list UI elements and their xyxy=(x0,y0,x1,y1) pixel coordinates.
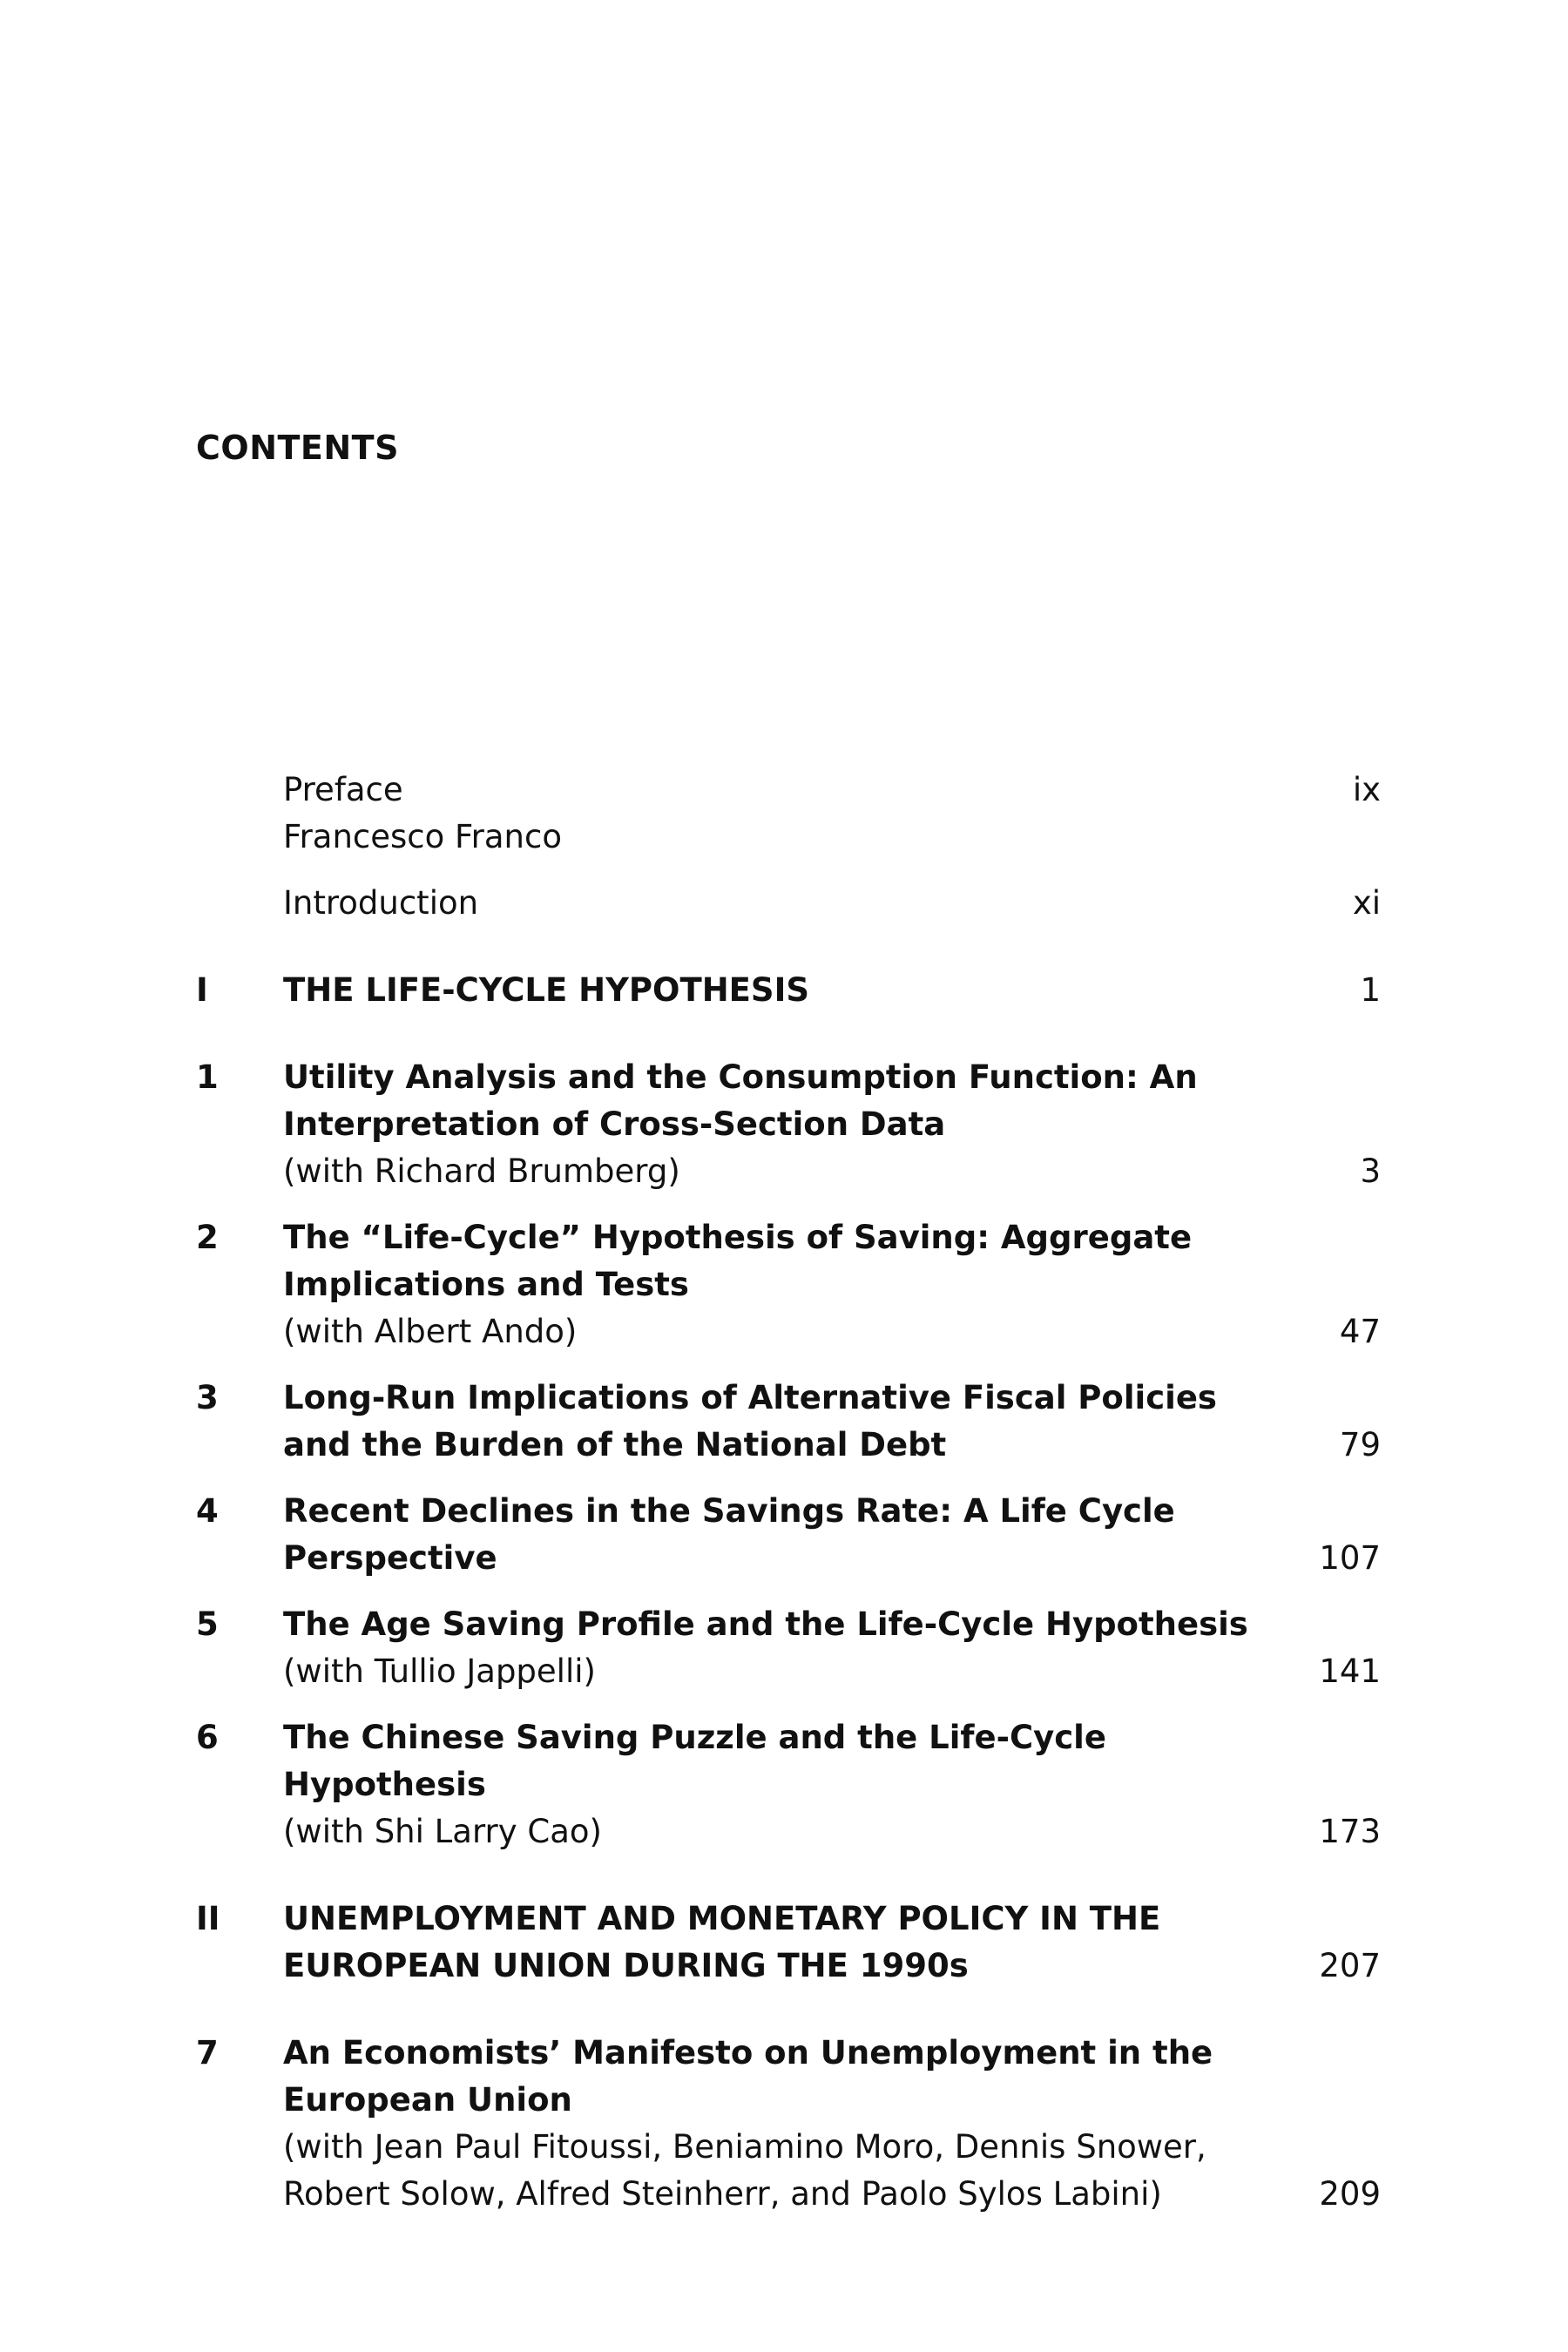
toc-entry-body xyxy=(283,967,1311,1014)
toc-chapter-5 xyxy=(196,1601,1381,1695)
toc-entry-body xyxy=(283,1896,1311,1990)
toc-entry-page: xi xyxy=(1352,884,1381,922)
toc-entry-number: 1 xyxy=(196,1058,219,1096)
toc-entry-page: ix xyxy=(1352,771,1381,808)
toc-entry-body xyxy=(283,2030,1311,2218)
toc-entry-page: 209 xyxy=(1319,2175,1381,2213)
toc-entry-number: 4 xyxy=(196,1492,219,1530)
toc-entry-page: 141 xyxy=(1319,1652,1381,1690)
toc-entry-body xyxy=(283,1054,1311,1195)
toc-entry-body xyxy=(283,880,1311,927)
toc-entry-title: The “Life-Cycle” Hypothesis of Saving: Aggregate Implications and Tests xyxy=(283,1219,1193,1303)
toc-chapter-4 xyxy=(196,1488,1381,1582)
toc-chapter-2 xyxy=(196,1214,1381,1355)
toc-part-2 xyxy=(196,1896,1381,1990)
toc-entry-preface xyxy=(196,767,1381,861)
toc-chapter-3 xyxy=(196,1375,1381,1469)
toc-chapter-7 xyxy=(196,2030,1381,2218)
toc-entry-title: The Chinese Saving Puzzle and the Life-Cycle Hypothesis xyxy=(283,1719,1106,1803)
toc-entry-note: (with Tullio Jappelli) xyxy=(283,1652,596,1690)
toc-entry-title: THE LIFE-CYCLE HYPOTHESIS xyxy=(283,971,809,1009)
toc-entry-title: Introduction xyxy=(283,884,479,922)
toc-entry-page: 79 xyxy=(1339,1426,1381,1463)
toc-entry-page: 47 xyxy=(1339,1313,1381,1350)
toc-entry-title: Utility Analysis and the Consumption Function: An Interpretation of Cross-Section Data xyxy=(283,1058,1198,1143)
toc-entry-body xyxy=(283,1214,1311,1355)
toc-entry-title: An Economists’ Manifesto on Unemployment in the European Union xyxy=(283,2034,1213,2119)
toc-entry-author: Francesco Franco xyxy=(283,818,562,855)
toc-entry-number: 6 xyxy=(196,1719,219,1756)
toc-entry-title: UNEMPLOYMENT AND MONETARY POLICY IN THE EUROPEAN UNION DURING THE 1990s xyxy=(283,1900,1161,1984)
toc-entry-note: (with Jean Paul Fitoussi, Beniamino Moro, Dennis Snower, Robert Solow, Alfred Steinherr, and Paolo Sylos Labini) xyxy=(283,2128,1206,2213)
toc-entry-page: 207 xyxy=(1319,1947,1381,1984)
toc-entry-page: 3 xyxy=(1360,1152,1381,1190)
toc-entry-title: Long-Run Implications of Alternative Fiscal Policies and the Burden of the National Debt xyxy=(283,1379,1217,1463)
toc-entry-note: (with Shi Larry Cao) xyxy=(283,1813,602,1850)
toc-part-1 xyxy=(196,967,1381,1014)
toc-entry-number: II xyxy=(196,1900,220,1937)
toc-entry-number: 3 xyxy=(196,1379,219,1416)
toc-entry-body xyxy=(283,1714,1311,1855)
page-title: CONTENTS xyxy=(196,429,399,467)
toc-entry-page: 107 xyxy=(1319,1539,1381,1577)
toc-entry-body xyxy=(283,767,1311,861)
toc-entry-number: I xyxy=(196,971,208,1009)
toc-entry-title: The Age Saving Profile and the Life-Cycle Hypothesis xyxy=(283,1605,1248,1643)
table-of-contents xyxy=(196,767,1381,2218)
toc-entry-number: 2 xyxy=(196,1219,219,1256)
toc-entry-number: 7 xyxy=(196,2034,219,2072)
toc-chapter-6 xyxy=(196,1714,1381,1855)
toc-entry-body xyxy=(283,1488,1311,1582)
toc-entry-note: (with Albert Ando) xyxy=(283,1313,578,1350)
toc-entry-title: Recent Declines in the Savings Rate: A Life Cycle Perspective xyxy=(283,1492,1175,1577)
toc-entry-page: 173 xyxy=(1319,1813,1381,1850)
toc-entry-number: 5 xyxy=(196,1605,219,1643)
toc-entry-note: (with Richard Brumberg) xyxy=(283,1152,680,1190)
toc-entry-title: Preface xyxy=(283,771,403,808)
toc-entry-introduction xyxy=(196,880,1381,927)
toc-entry-body xyxy=(283,1601,1311,1695)
toc-chapter-1 xyxy=(196,1054,1381,1195)
toc-entry-body xyxy=(283,1375,1311,1469)
toc-entry-page: 1 xyxy=(1360,971,1381,1009)
